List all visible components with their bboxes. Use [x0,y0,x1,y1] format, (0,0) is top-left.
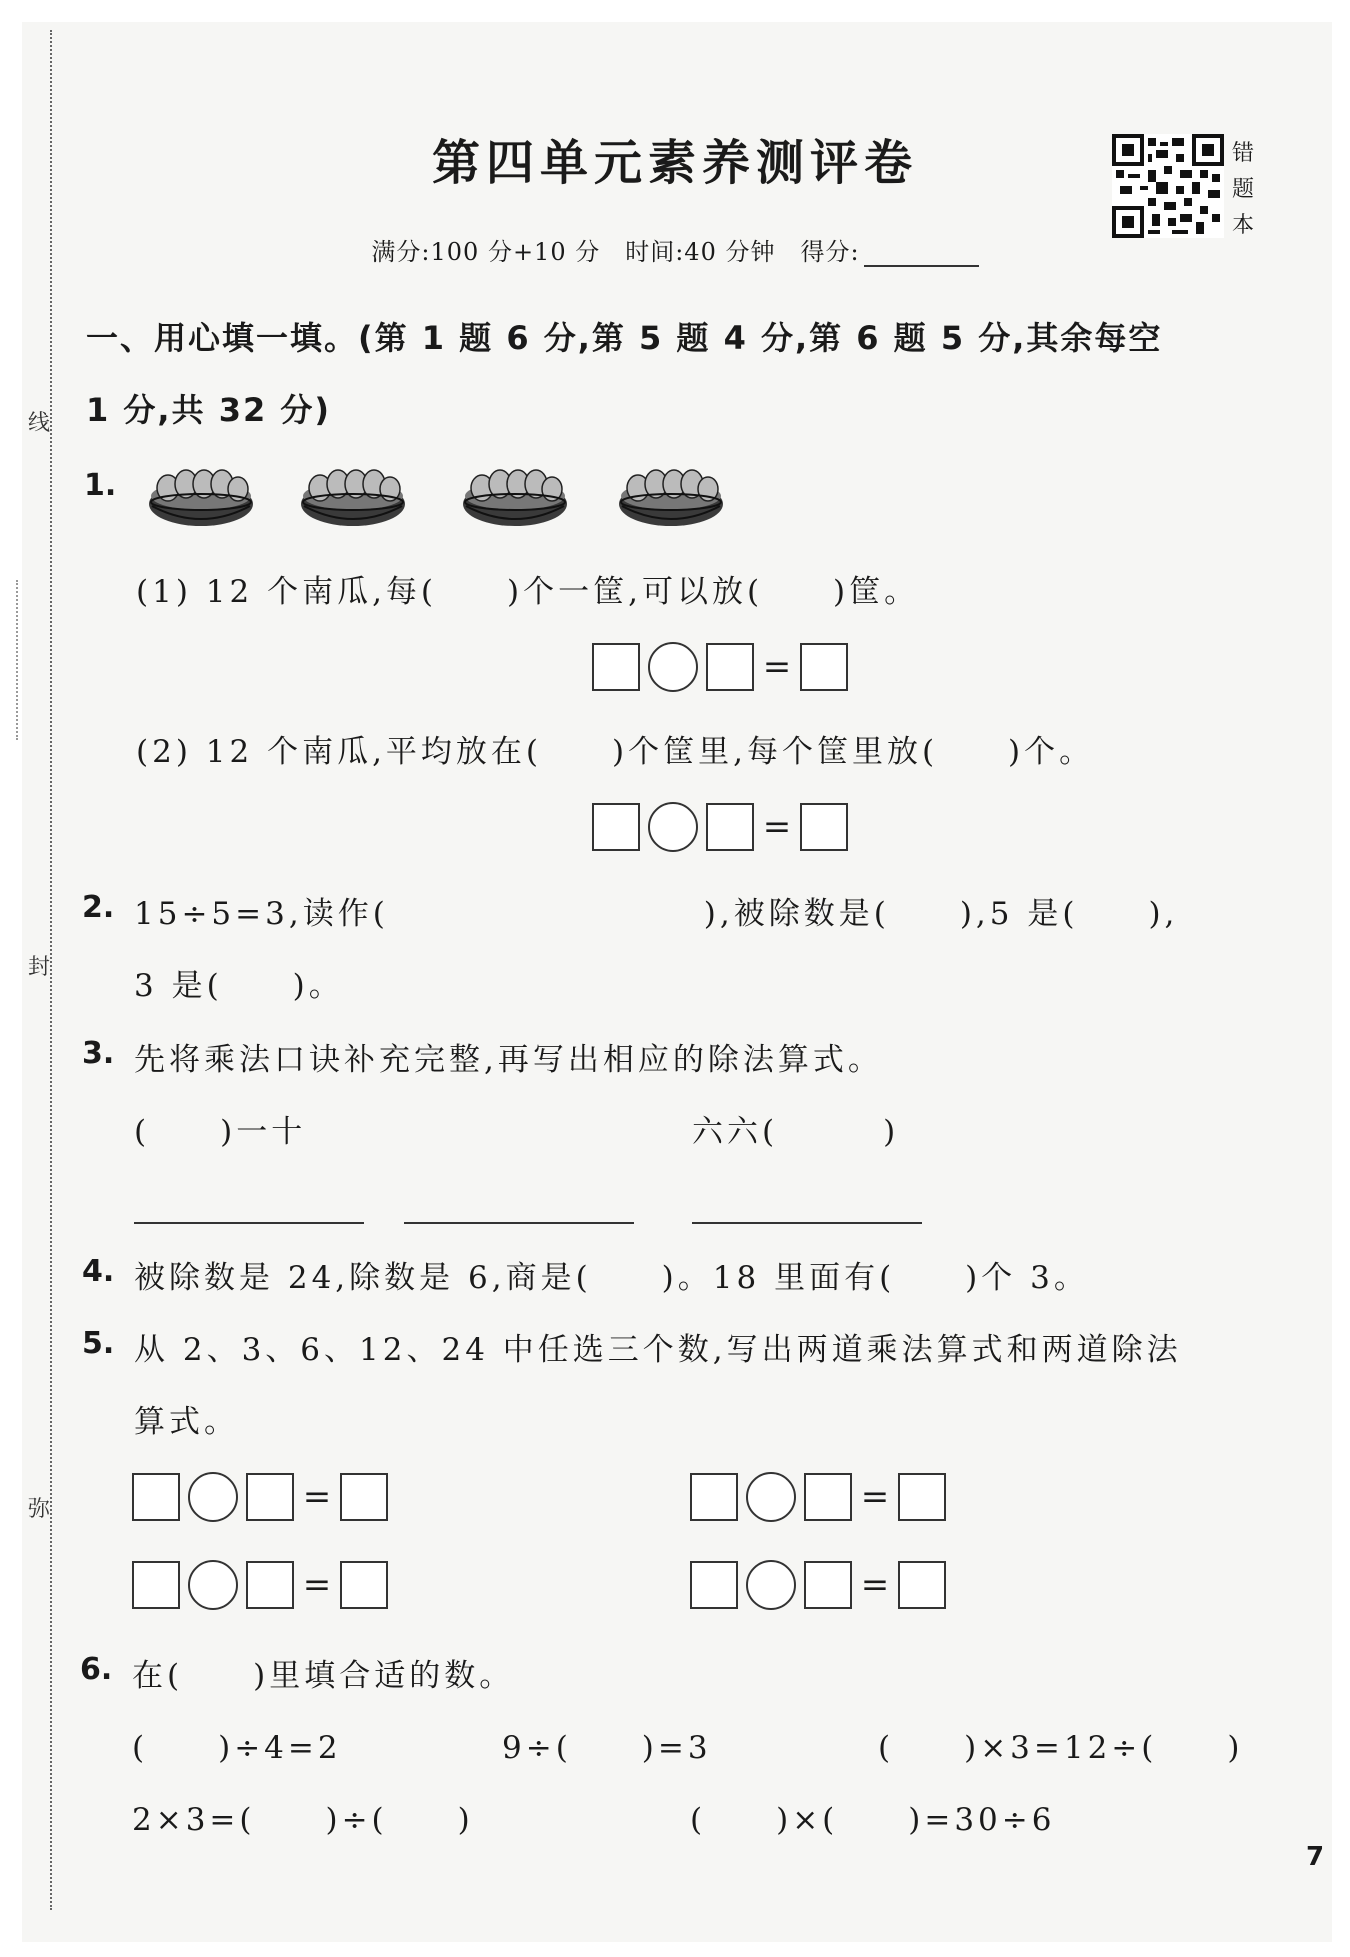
page-number: 7 [1306,1842,1325,1872]
margin-dots [16,580,22,740]
equals-sign: = [302,1477,332,1517]
question-number-1: 1. [84,468,117,503]
operator-circle[interactable] [648,642,698,692]
answer-box[interactable] [804,1473,852,1521]
equals-sign: = [762,647,792,687]
answer-box[interactable] [592,803,640,851]
pumpkin-basket-icon [462,462,568,530]
margin-label-mi: 弥 [28,1488,50,1527]
equals-sign: = [860,1477,890,1517]
answer-box[interactable] [706,643,754,691]
q4-text: 被除数是 24,除数是 6,商是( )。18 里面有( )个 3。 [134,1260,1089,1296]
operator-circle[interactable] [188,1560,238,1610]
q5-line1: 从 2、3、6、12、24 中任选三个数,写出两道乘法算式和两道除法 [134,1332,1182,1368]
score-info [0,232,1350,267]
q5-equation-2 [690,1472,946,1522]
answer-box[interactable] [706,803,754,851]
q6-item-a: ( )÷4=2 [132,1730,342,1766]
qr-label: 错 题 本 [1232,141,1255,238]
section-heading-line1: 一、用心填一填。(第 1 题 6 分,第 5 题 4 分,第 6 题 5 分,其余每空 [86,319,1163,357]
section-heading [86,302,1266,446]
q5-equation-3 [132,1560,388,1610]
q1-equation-1 [592,642,848,692]
answer-line[interactable] [404,1222,634,1224]
q6-item-b: 9÷( )=3 [502,1730,712,1766]
margin-label-feng: 封 [28,946,50,985]
answer-box[interactable] [340,1561,388,1609]
answer-box[interactable] [690,1561,738,1609]
page-title: 第四单元素养测评卷 [431,135,918,191]
answer-box[interactable] [132,1561,180,1609]
q2-line2: 3 是( )。 [134,968,344,1004]
q6-item-d: 2×3=( )÷( ) [132,1802,474,1838]
answer-box[interactable] [246,1473,294,1521]
q3-left: ( )一十 [134,1114,307,1150]
q6-item-c: ( )×3=12÷( ) [878,1730,1244,1766]
equals-sign: = [860,1565,890,1605]
question-number-6: 6. [80,1652,113,1687]
question-number-3: 3. [82,1036,115,1071]
q1-sub2: (2) 12 个南瓜,平均放在( )个筐里,每个筐里放( )个。 [136,734,1095,770]
q2-line1: 15÷5=3,读作( ),被除数是( ),5 是( ), [134,896,1179,932]
pumpkin-basket-icon [148,462,254,530]
operator-circle[interactable] [746,1472,796,1522]
q5-line2: 算式。 [134,1404,239,1440]
answer-box[interactable] [132,1473,180,1521]
answer-box[interactable] [800,643,848,691]
answer-box[interactable] [898,1561,946,1609]
answer-line[interactable] [692,1222,922,1224]
question-number-5: 5. [82,1326,115,1361]
margin-label-xian: 线 [28,402,50,441]
q5-equation-1 [132,1472,388,1522]
score-blank[interactable] [864,245,979,267]
answer-box[interactable] [340,1473,388,1521]
operator-circle[interactable] [746,1560,796,1610]
q3-text: 先将乘法口诀补充完整,再写出相应的除法算式。 [134,1042,883,1078]
pumpkin-basket-icon [618,462,724,530]
answer-line[interactable] [134,1222,364,1224]
q5-equation-4 [690,1560,946,1610]
score-info-text: 满分:100 分+10 分 时间:40 分钟 得分: [371,238,860,266]
pumpkin-basket-icon [300,462,406,530]
answer-box[interactable] [804,1561,852,1609]
answer-box[interactable] [800,803,848,851]
q1-equation-2 [592,802,848,852]
answer-box[interactable] [592,643,640,691]
answer-box[interactable] [690,1473,738,1521]
binding-dotted-line [50,30,52,1910]
question-number-2: 2. [82,890,115,925]
q6-text: 在( )里填合适的数。 [132,1658,515,1694]
q3-right: 六六( ) [692,1114,900,1150]
equals-sign: = [302,1565,332,1605]
section-heading-line2: 1 分,共 32 分) [86,391,332,429]
q6-item-e: ( )×( )=30÷6 [690,1802,1056,1838]
equals-sign: = [762,807,792,847]
operator-circle[interactable] [648,802,698,852]
qr-code-icon[interactable] [1112,133,1224,239]
question-number-4: 4. [82,1254,115,1289]
answer-box[interactable] [246,1561,294,1609]
q1-sub1: (1) 12 个南瓜,每( )个一筐,可以放( )筐。 [136,574,920,610]
operator-circle[interactable] [188,1472,238,1522]
answer-box[interactable] [898,1473,946,1521]
